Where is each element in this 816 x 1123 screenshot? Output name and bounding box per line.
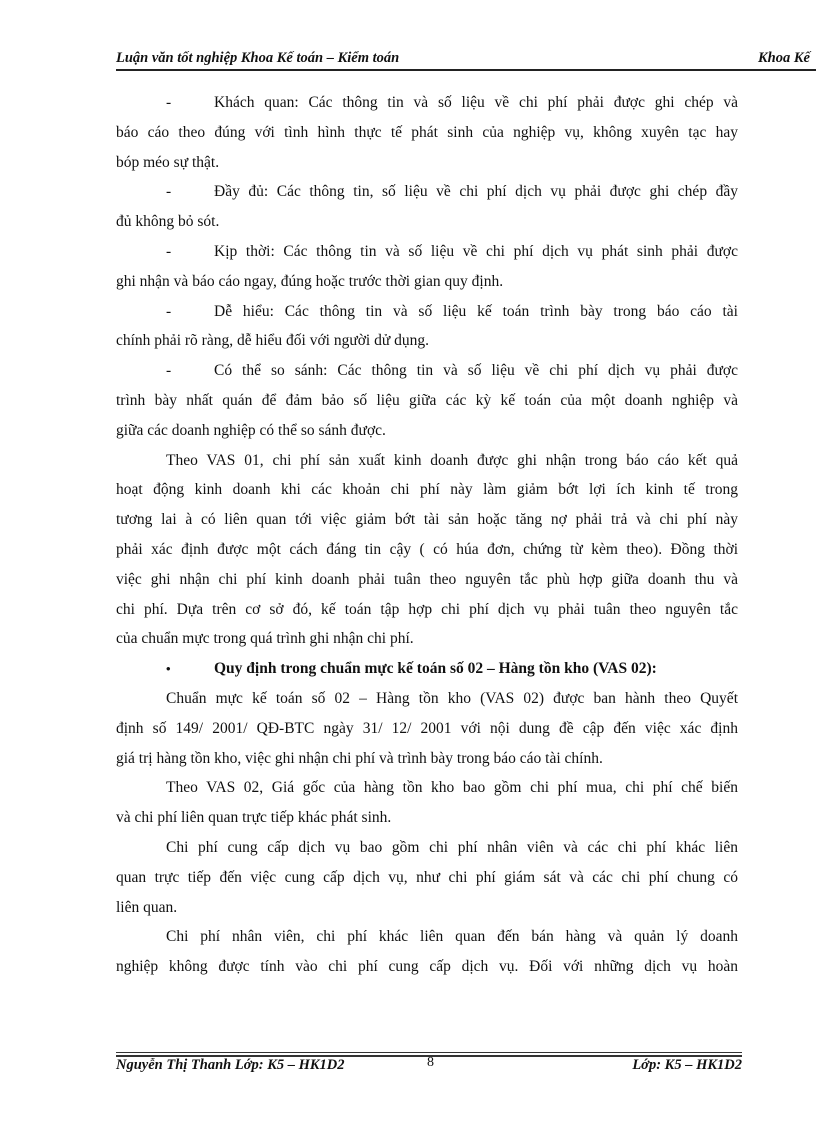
heading-text: Quy định trong chuẩn mực kế toán số 02 – Hàng tồn kho (VAS 02): bbox=[214, 660, 657, 678]
item-khach-quan bbox=[116, 88, 738, 177]
document-body bbox=[116, 88, 738, 982]
bullet-icon: • bbox=[166, 661, 171, 677]
page-number: 8 bbox=[427, 1055, 434, 1070]
text-line: Chi phí cung cấp dịch vụ bao gồm chi phí nhân viên và các chi phí khác liên bbox=[166, 838, 738, 856]
text-line: của chuẩn mực trong quá trình ghi nhận chi phí. bbox=[116, 630, 414, 648]
dash-marker: - bbox=[166, 242, 172, 260]
paragraph-vas02-intro bbox=[116, 684, 738, 773]
text-line: liên quan. bbox=[116, 898, 178, 916]
section-heading-vas02 bbox=[116, 654, 738, 684]
dash-marker: - bbox=[166, 362, 172, 380]
item-kip-thoi bbox=[116, 237, 738, 297]
text-line: trình bày nhất quán để đảm bảo số liệu giữa các kỳ kế toán của một doanh nghiệp và bbox=[116, 391, 738, 409]
page-header bbox=[116, 50, 816, 70]
text-line: và chi phí liên quan trực tiếp khác phát sinh. bbox=[116, 809, 392, 827]
header-rule bbox=[116, 69, 816, 71]
text-line: đủ không bỏ sót. bbox=[116, 213, 220, 231]
item-so-sanh bbox=[116, 356, 738, 445]
paragraph-vas01 bbox=[116, 446, 738, 655]
text-line: bóp méo sự thật. bbox=[116, 153, 220, 171]
footer-rule bbox=[116, 1052, 742, 1053]
text-line: giá trị hàng tồn kho, việc ghi nhận chi phí và trình bày trong báo cáo tài chính. bbox=[116, 749, 603, 767]
text-line: giữa các doanh nghiệp có thể so sánh được. bbox=[116, 421, 386, 439]
dash-marker: - bbox=[166, 94, 172, 111]
header-title: Luận văn tốt nghiệp Khoa Kế toán – Kiểm toán bbox=[116, 50, 400, 66]
text-line: Khách quan: Các thông tin và số liệu về chi phí phải được ghi chép và bbox=[214, 94, 738, 111]
page-footer bbox=[116, 1057, 742, 1079]
paragraph-chi-phi-nhan-vien bbox=[116, 922, 738, 982]
text-line: hoạt động kinh doanh khi các khoản chi phí này làm giảm bớt lợi ích kinh tế trong bbox=[116, 481, 738, 499]
text-line: Kịp thời: Các thông tin và số liệu về chi phí dịch vụ phát sinh phải được bbox=[214, 242, 738, 260]
text-line: việc ghi nhận chi phí kinh doanh phải tuân theo nguyên tắc phù hợp giữa doanh thu và bbox=[116, 570, 738, 588]
text-line: Theo VAS 02, Giá gốc của hàng tồn kho bao gồm chi phí mua, chi phí chế biến bbox=[166, 779, 738, 797]
text-line: Có thể so sánh: Các thông tin và số liệu về chi phí dịch vụ phải được bbox=[214, 362, 738, 380]
text-line: chi phí. Dựa trên cơ sở đó, kế toán tập hợp chi phí dịch vụ phải tuân theo nguyên tắc bbox=[116, 600, 738, 618]
header-department: Khoa Kế bbox=[758, 50, 810, 66]
text-line: nghiệp không được tính vào chi phí cung cấp dịch vụ. Đối với những dịch vụ hoàn bbox=[116, 958, 738, 976]
text-line: ghi nhận và báo cáo ngay, đúng hoặc trước thời gian quy định. bbox=[116, 272, 504, 290]
paragraph-vas02-gia-goc bbox=[116, 773, 738, 833]
text-line: Chuẩn mực kế toán số 02 – Hàng tồn kho (VAS 02) được ban hành theo Quyết bbox=[166, 689, 738, 707]
dash-marker: - bbox=[166, 183, 172, 201]
text-line: tương lai à có liên quan tới việc giảm bớt tài sản hoặc tăng nợ phải trả và chi phí này bbox=[116, 511, 738, 529]
text-line: Chi phí nhân viên, chi phí khác liên quan đến bán hàng và quản lý doanh bbox=[166, 928, 738, 946]
text-line: phải xác định được một cách đáng tin cậy ( có húa đơn, chứng từ kèm theo). Đồng thời bbox=[116, 540, 738, 558]
footer-author: Nguyễn Thị Thanh Lớp: K5 – HK1D2 bbox=[116, 1057, 345, 1073]
text-line: Dễ hiểu: Các thông tin và số liệu kế toán trình bày trong báo cáo tài bbox=[214, 302, 738, 320]
text-line: Theo VAS 01, chi phí sản xuất kinh doanh được ghi nhận trong báo cáo kết quả bbox=[166, 451, 738, 469]
footer-class: Lớp: K5 – HK1D2 bbox=[632, 1057, 742, 1073]
item-de-hieu bbox=[116, 297, 738, 357]
dash-marker: - bbox=[166, 302, 172, 320]
item-day-du bbox=[116, 177, 738, 237]
text-line: Đầy đủ: Các thông tin, số liệu về chi phí dịch vụ phải được ghi chép đầy bbox=[214, 183, 738, 201]
paragraph-chi-phi-cung-cap bbox=[116, 833, 738, 922]
text-line: chính phải rõ ràng, dễ hiểu đối với người dử dụng. bbox=[116, 332, 430, 350]
text-line: báo cáo theo đúng với tình hình thực tế phát sinh của nghiệp vụ, không xuyên tạc hay bbox=[116, 123, 738, 141]
text-line: quan trực tiếp đến việc cung cấp dịch vụ, như chi phí giám sát và các chi phí chung có bbox=[116, 868, 738, 886]
text-line: định số 149/ 2001/ QĐ-BTC ngày 31/ 12/ 2001 với nội dung đề cập đến việc xác định bbox=[116, 719, 738, 737]
